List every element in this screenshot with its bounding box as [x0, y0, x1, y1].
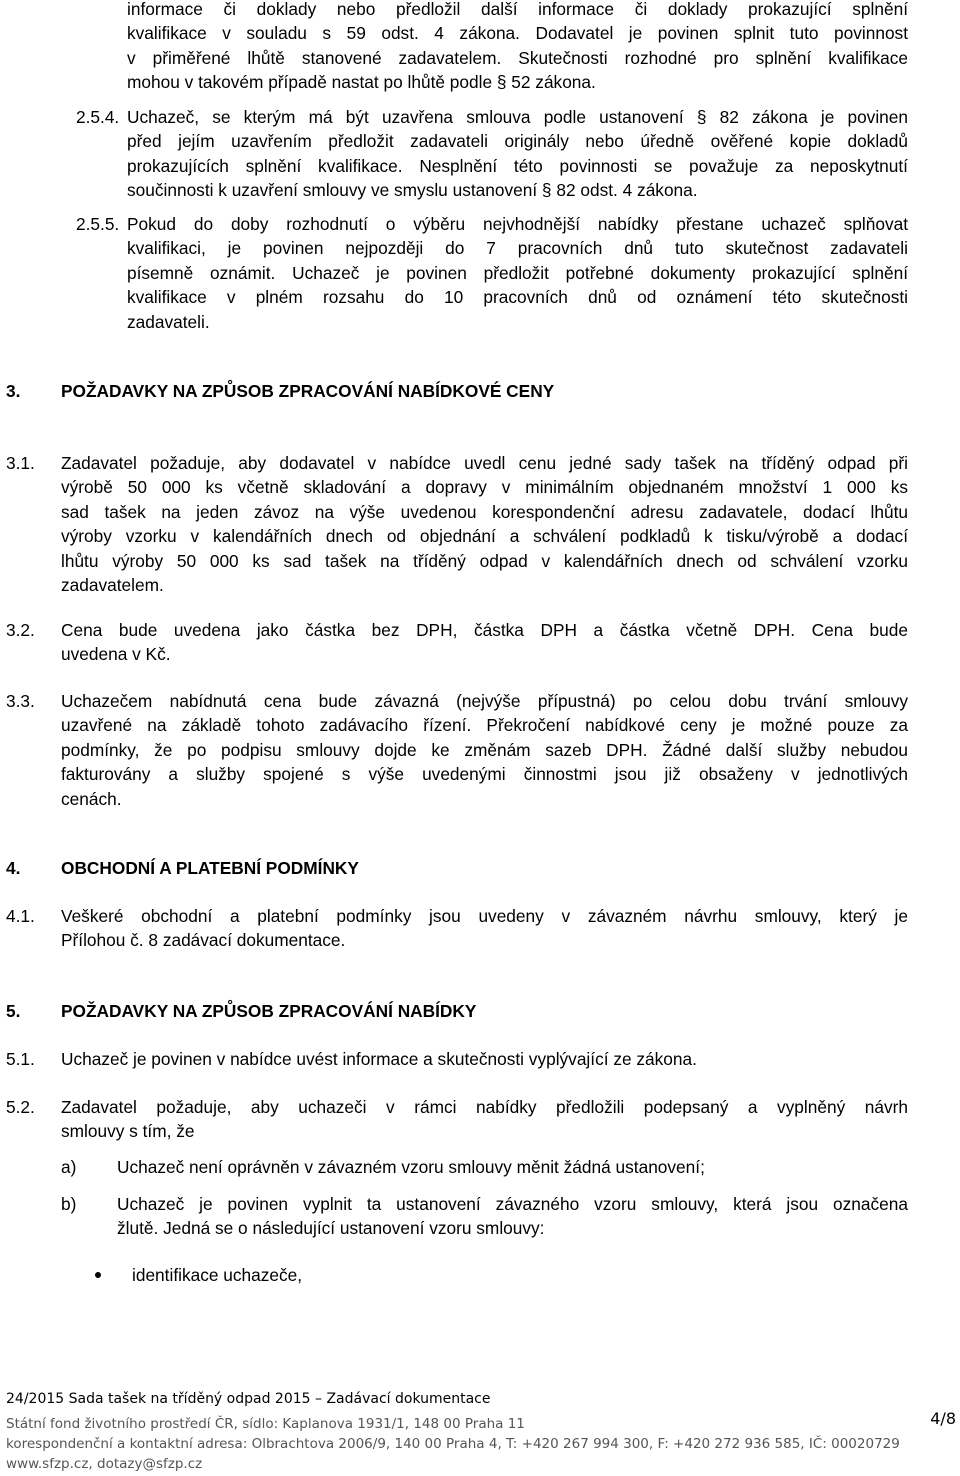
text-line: před jejím uzavřením předložit zadavateli originály nebo úředně ověřené kopie dokladů: [127, 131, 908, 152]
text-line: písemně oznámit. Uchazeč je povinen předložit potřebné dokumenty prokazující splnění: [127, 262, 908, 283]
clause-2-5-5: [127, 212, 908, 334]
text-line: sad tašek na jeden závoz na výše uvedenou korespondenční adresu zadavatele, dodací lhůtu: [61, 501, 908, 522]
paragraph-continuation: [127, 0, 908, 95]
text-line: součinnosti k uzavření smlouvy ve smyslu ustanovení § 82 odst. 4 zákona.: [127, 180, 698, 201]
footer-contact: korespondenční a kontaktní adresa: Olbrachtova 2006/9, 140 00 Praha 4, T: +420 267 994 300, F: +420 272 936 585, IČ: 00020729: [6, 1436, 900, 1452]
text-line: cenách.: [61, 788, 122, 809]
bullet-icon: [95, 1272, 101, 1278]
text-line: zadavateli.: [127, 311, 210, 332]
text-line: Cena bude uvedena jako částka bez DPH, částka DPH a částka včetně DPH. Cena bude: [61, 620, 908, 640]
section-number: 4.: [6, 858, 21, 878]
text-line: žlutě. Jedná se o následující ustanovení vzoru smlouvy:: [117, 1218, 545, 1239]
clause-number: 5.2.: [6, 1097, 35, 1117]
clause-number: 3.2.: [6, 620, 35, 640]
text-line: Zadavatel požaduje, aby uchazeči v rámci nabídky předložili podepsaný a vyplněný návrh: [61, 1097, 908, 1117]
text-line: informace či doklady nebo předložil další informace či doklady prokazující splnění: [127, 0, 908, 19]
clause-5-2: [61, 1095, 908, 1144]
text-line: Veškeré obchodní a platební podmínky jsou uvedeny v závazném návrhu smlouvy, který je: [61, 906, 908, 926]
clause-2-5-4: [127, 105, 908, 203]
text-line: v přiměřené lhůtě stanovené zadavatelem. Skutečnosti rozhodné pro splnění kvalifikace: [127, 47, 908, 68]
text-line: Uchazeč, se kterým má být uzavřena smlouva podle ustanovení § 82 zákona je povinen: [127, 107, 908, 127]
text-line: podmínky, že po podpisu smlouvy dojde ke změnám sazeb DPH. Žádné další služby nebudou: [61, 739, 908, 760]
clause-3-3: [61, 689, 908, 811]
text-line: fakturovány a služby spojené s výše uvedenými činnostmi jsou již obsaženy v jednotlivých: [61, 764, 908, 785]
text-line: lhůtu výroby 50 000 ks sad tašek na tříděný odpad v kalendářních dnech od schválení vzorku: [61, 550, 908, 571]
text-line: Uchazeč je povinen vyplnit ta ustanovení závazného vzoru smlouvy, která jsou označena: [117, 1194, 908, 1214]
bullet-item: identifikace uchazeče,: [132, 1265, 303, 1285]
text-line: uvedena v Kč.: [61, 644, 171, 665]
clause-number: 3.3.: [6, 691, 35, 711]
text-line: Zadavatel požaduje, aby dodavatel v nabídce uvedl cenu jedné sady tašek na tříděný odpad při: [61, 453, 908, 473]
section-number: 3.: [6, 381, 21, 401]
clause-number: 5.1.: [6, 1049, 35, 1069]
page-number: 4/8: [930, 1409, 956, 1428]
footer-web: www.sfzp.cz, dotazy@sfzp.cz: [6, 1456, 203, 1472]
text-line: kvalifikace v souladu s 59 odst. 4 zákona. Dodavatel je povinen splnit tuto povinnost: [127, 23, 908, 44]
text-line: mohou v takovém případě nastat po lhůtě podle § 52 zákona.: [127, 72, 596, 93]
text-line: kvalifikaci, je povinen nejpozději do 7 pracovních dnů tuto skutečnost zadavateli: [127, 238, 908, 259]
clause-4-1: [61, 904, 908, 953]
footer-address: Státní fond životního prostředí ČR, sídlo: Kaplanova 1931/1, 148 00 Praha 11: [6, 1416, 525, 1432]
clause-5-1: Uchazeč je povinen v nabídce uvést informace a skutečnosti vyplývající ze zákona.: [61, 1049, 697, 1069]
text-line: prokazujících splnění kvalifikace. Nesplnění této povinnosti se považuje za neposkytnutí: [127, 155, 908, 176]
clause-number: 2.5.5.: [76, 214, 120, 234]
clause-number: 2.5.4.: [76, 107, 120, 127]
list-marker: b): [61, 1194, 77, 1214]
text-line: Přílohou č. 8 zadávací dokumentace.: [61, 930, 346, 951]
text-line: Pokud do doby rozhodnutí o výběru nejvhodnější nabídky přestane uchazeč splňovat: [127, 214, 908, 234]
text-line: výrobě 50 000 ks včetně skladování a dopravy v minimálním objednaném množství 1 000 ks: [61, 477, 908, 498]
text-line: zadavatelem.: [61, 574, 164, 595]
clause-3-2: [61, 618, 908, 667]
section-heading: OBCHODNÍ A PLATEBNÍ PODMÍNKY: [61, 858, 359, 878]
text-line: výroby vzorku v kalendářních dnech od objednání a schválení podkladů k tisku/výrobě a dodací: [61, 526, 908, 547]
list-item-b: [117, 1192, 908, 1241]
clause-3-1: [61, 451, 908, 597]
footer-title: 24/2015 Sada tašek na tříděný odpad 2015 – Zadávací dokumentace: [6, 1391, 491, 1407]
list-marker: a): [61, 1157, 77, 1177]
list-item-a: Uchazeč není oprávněn v závazném vzoru smlouvy měnit žádná ustanovení;: [117, 1157, 705, 1177]
section-number: 5.: [6, 1001, 21, 1021]
clause-number: 4.1.: [6, 906, 35, 926]
text-line: uzavřené na základě tohoto zadávacího řízení. Překročení nabídkové ceny je možné pouze za: [61, 715, 908, 736]
text-line: Uchazečem nabídnutá cena bude závazná (nejvýše přípustná) po celou dobu trvání smlouvy: [61, 691, 908, 711]
section-heading: POŽADAVKY NA ZPŮSOB ZPRACOVÁNÍ NABÍDKY: [61, 1001, 477, 1021]
clause-number: 3.1.: [6, 453, 35, 473]
text-line: smlouvy s tím, že: [61, 1121, 195, 1142]
section-heading: POŽADAVKY NA ZPŮSOB ZPRACOVÁNÍ NABÍDKOVÉ CENY: [61, 381, 555, 401]
text-line: kvalifikace v plném rozsahu do 10 pracovních dnů od oznámení této skutečnosti: [127, 287, 908, 308]
